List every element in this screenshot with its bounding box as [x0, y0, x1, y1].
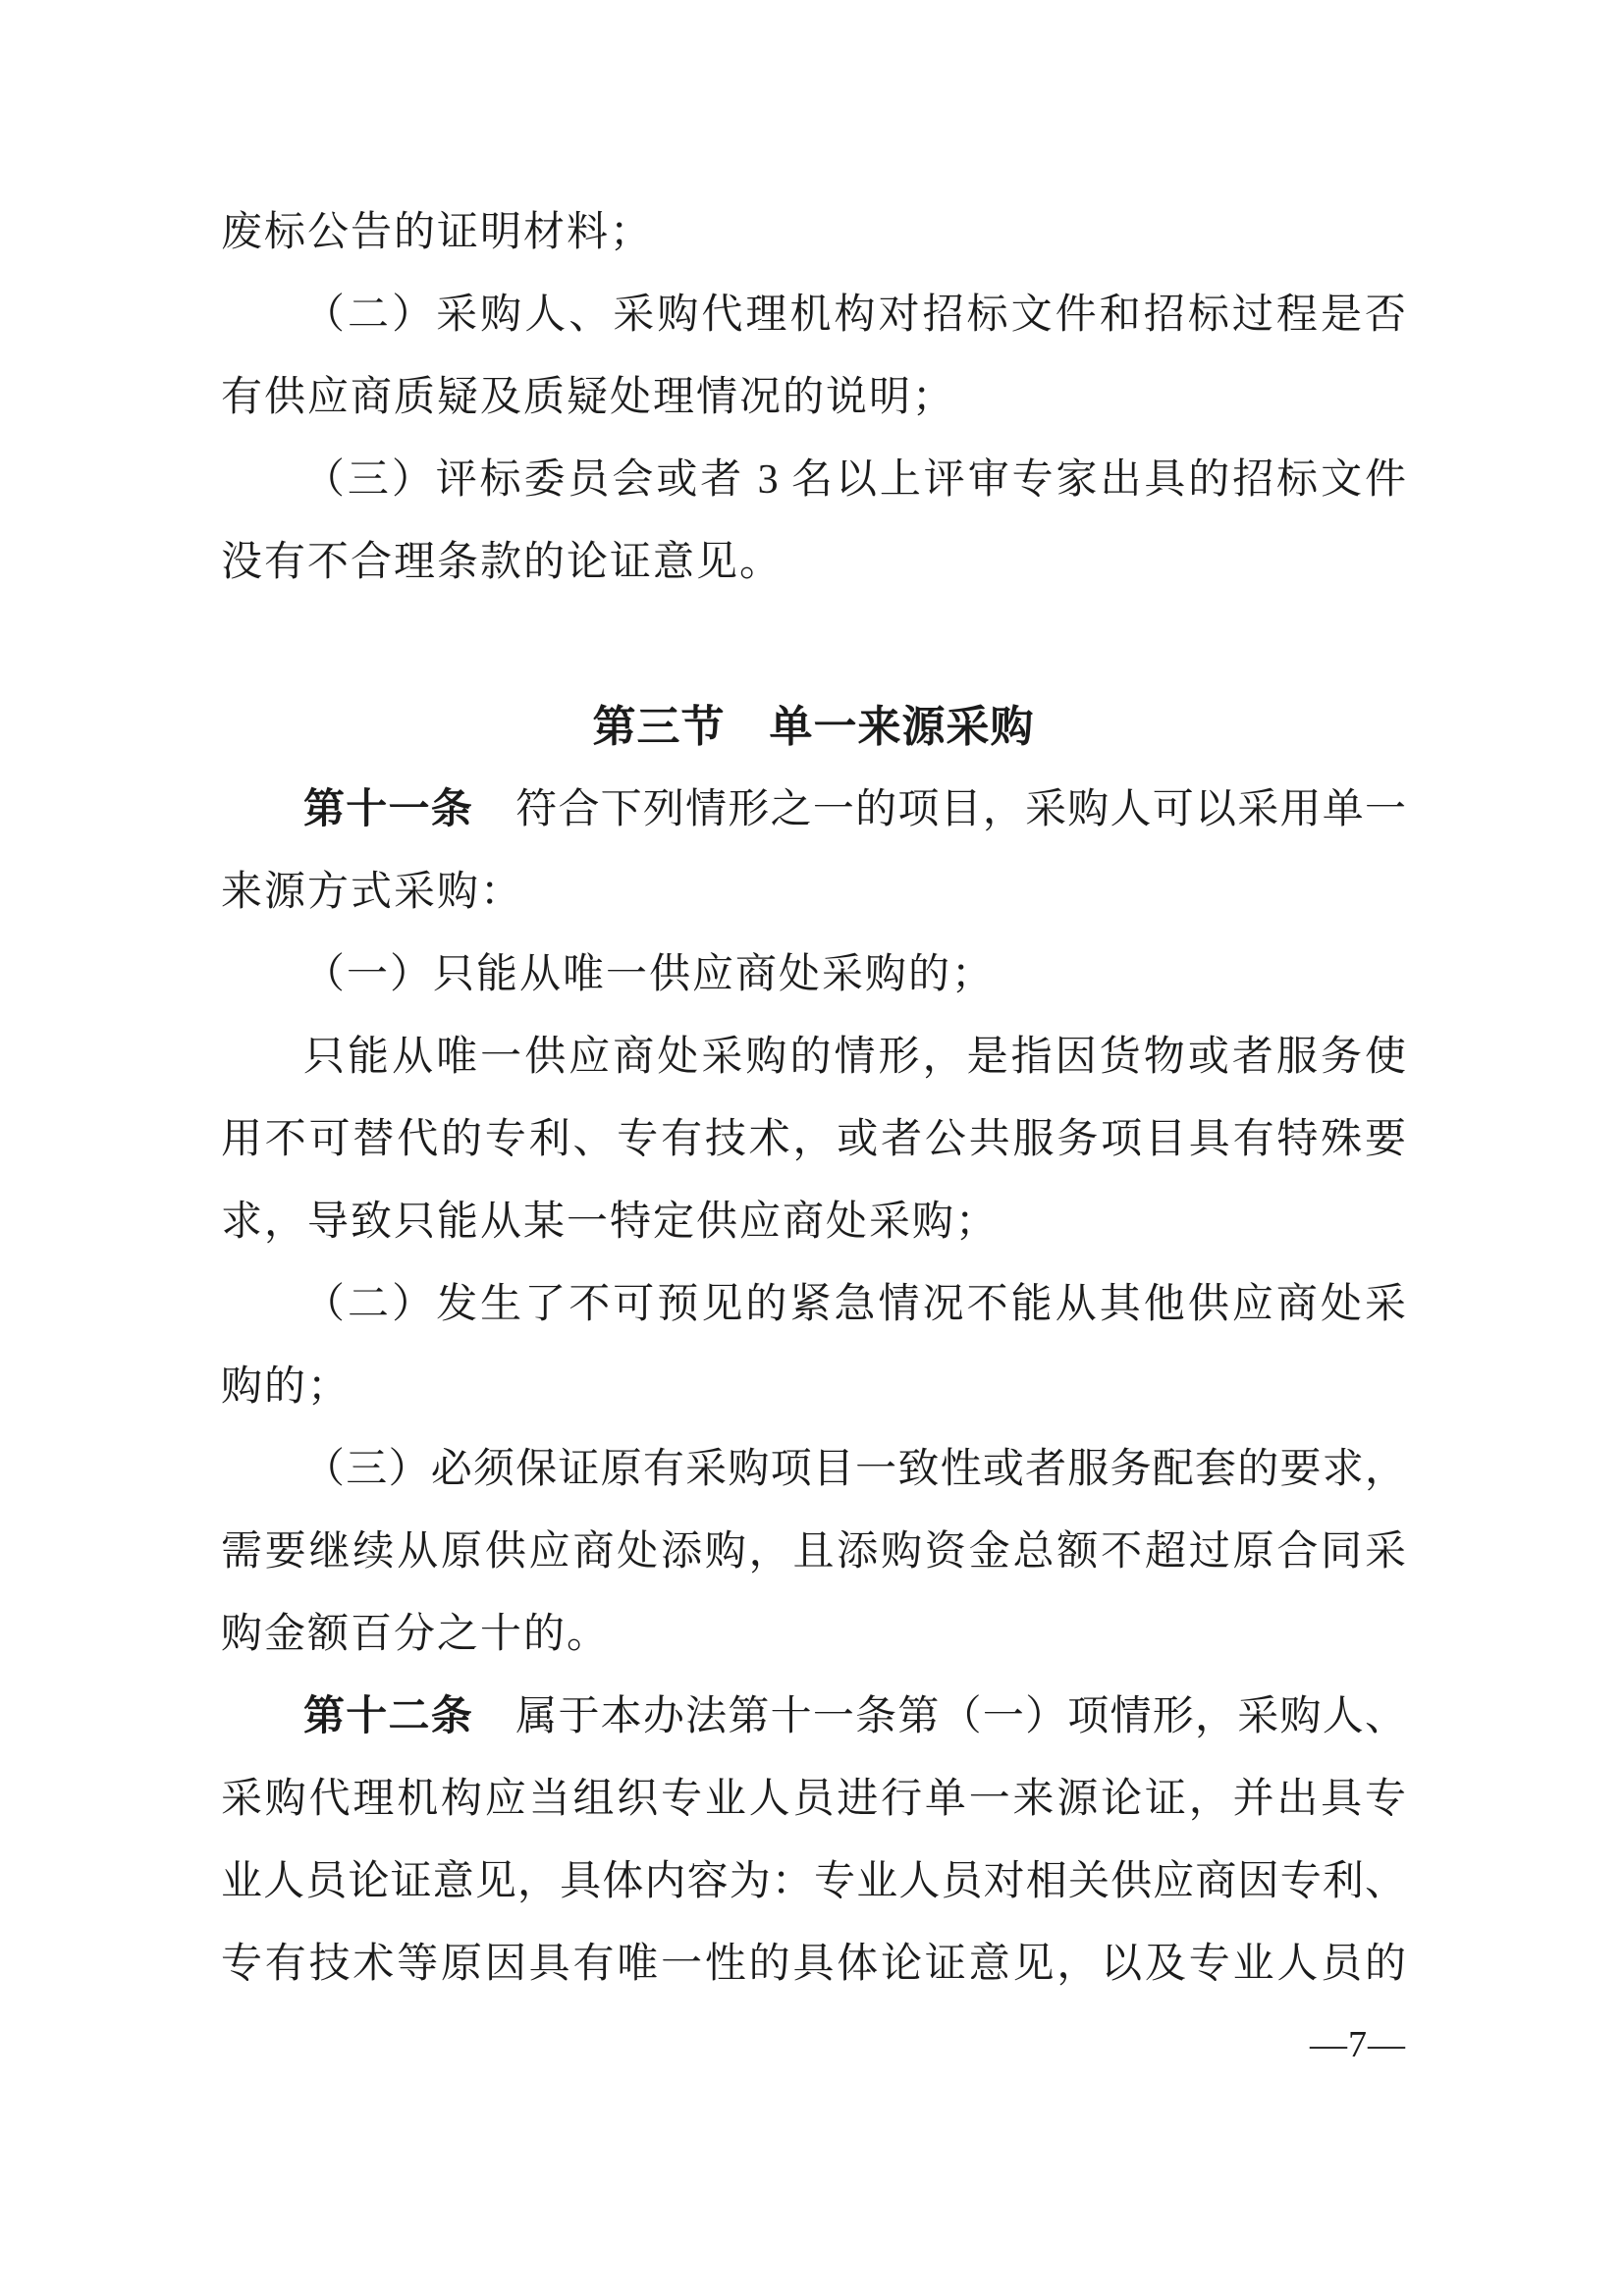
text-segment: 有供应商质疑及质疑处理情况的说明； — [221, 375, 956, 420]
document-line — [221, 1098, 1406, 1181]
document-line — [221, 1511, 1406, 1593]
document-line — [221, 1346, 1406, 1428]
document-line — [221, 1181, 1406, 1263]
text-segment: 只能从唯一供应商处采购的情形，是指因货物或者服务使 — [303, 1035, 1406, 1080]
text-segment: 需要继续从原供应商处添购，且添购资金总额不超过原合同采 — [221, 1529, 1406, 1575]
text-segment: 求，导致只能从某一特定供应商处采购； — [221, 1200, 1000, 1245]
document-line — [221, 356, 1406, 439]
document-line — [221, 521, 1406, 604]
section-heading — [221, 686, 1406, 769]
text-segment: 属于本办法第十一条第（一）项情形，采购人、 — [472, 1694, 1406, 1739]
blank-line — [221, 604, 1406, 686]
text-segment: 符合下列情形之一的项目，采购人可以采用单一 — [472, 787, 1406, 832]
document-line — [221, 769, 1406, 851]
text-segment: 业人员论证意见，具体内容为：专业人员对相关供应商因专利、 — [221, 1859, 1406, 1904]
document-line — [221, 1428, 1406, 1511]
page-number: —7— — [1310, 2024, 1406, 2065]
text-segment: 采购代理机构应当组织专业人员进行单一来源论证，并出具专 — [221, 1777, 1406, 1822]
text-segment: （一）只能从唯一供应商处采购的； — [303, 952, 996, 997]
text-segment: 废标公告的证明材料； — [221, 210, 654, 255]
document-line — [221, 1016, 1406, 1098]
bold-text-segment: 第十一条 — [303, 787, 473, 832]
text-segment: 专有技术等原因具有唯一性的具体论证意见，以及专业人员的 — [221, 1942, 1406, 1987]
document-line — [221, 851, 1406, 934]
text-segment: 用不可替代的专利、专有技术，或者公共服务项目具有特殊要 — [221, 1117, 1406, 1162]
text-segment: 来源方式采购： — [221, 870, 524, 915]
text-segment: （三）评标委员会或者 3 名以上评审专家出具的招标文件 — [303, 457, 1406, 503]
text-segment: （二）发生了不可预见的紧急情况不能从其他供应商处采 — [303, 1282, 1406, 1327]
text-segment: 购的； — [221, 1364, 352, 1410]
document-line — [221, 1841, 1406, 1923]
text-segment: 没有不合理条款的论证意见。 — [221, 540, 784, 585]
text-lines — [221, 191, 1406, 2005]
text-segment: （三）必须保证原有采购项目一致性或者服务配套的要求， — [303, 1447, 1406, 1492]
document-line — [221, 1593, 1406, 1676]
bold-text-segment: 第十二条 — [303, 1694, 473, 1739]
document-line — [221, 1676, 1406, 1758]
document-line — [221, 191, 1406, 274]
document-line — [221, 1758, 1406, 1841]
document-line — [221, 1263, 1406, 1346]
document-line — [221, 274, 1406, 356]
document-line — [221, 934, 1406, 1016]
document-line — [221, 439, 1406, 521]
text-segment: 购金额百分之十的。 — [221, 1612, 611, 1657]
bold-text-segment: 第三节 单一来源采购 — [592, 703, 1035, 751]
document-line — [221, 1923, 1406, 2005]
text-segment: （二）采购人、采购代理机构对招标文件和招标过程是否 — [303, 293, 1406, 338]
